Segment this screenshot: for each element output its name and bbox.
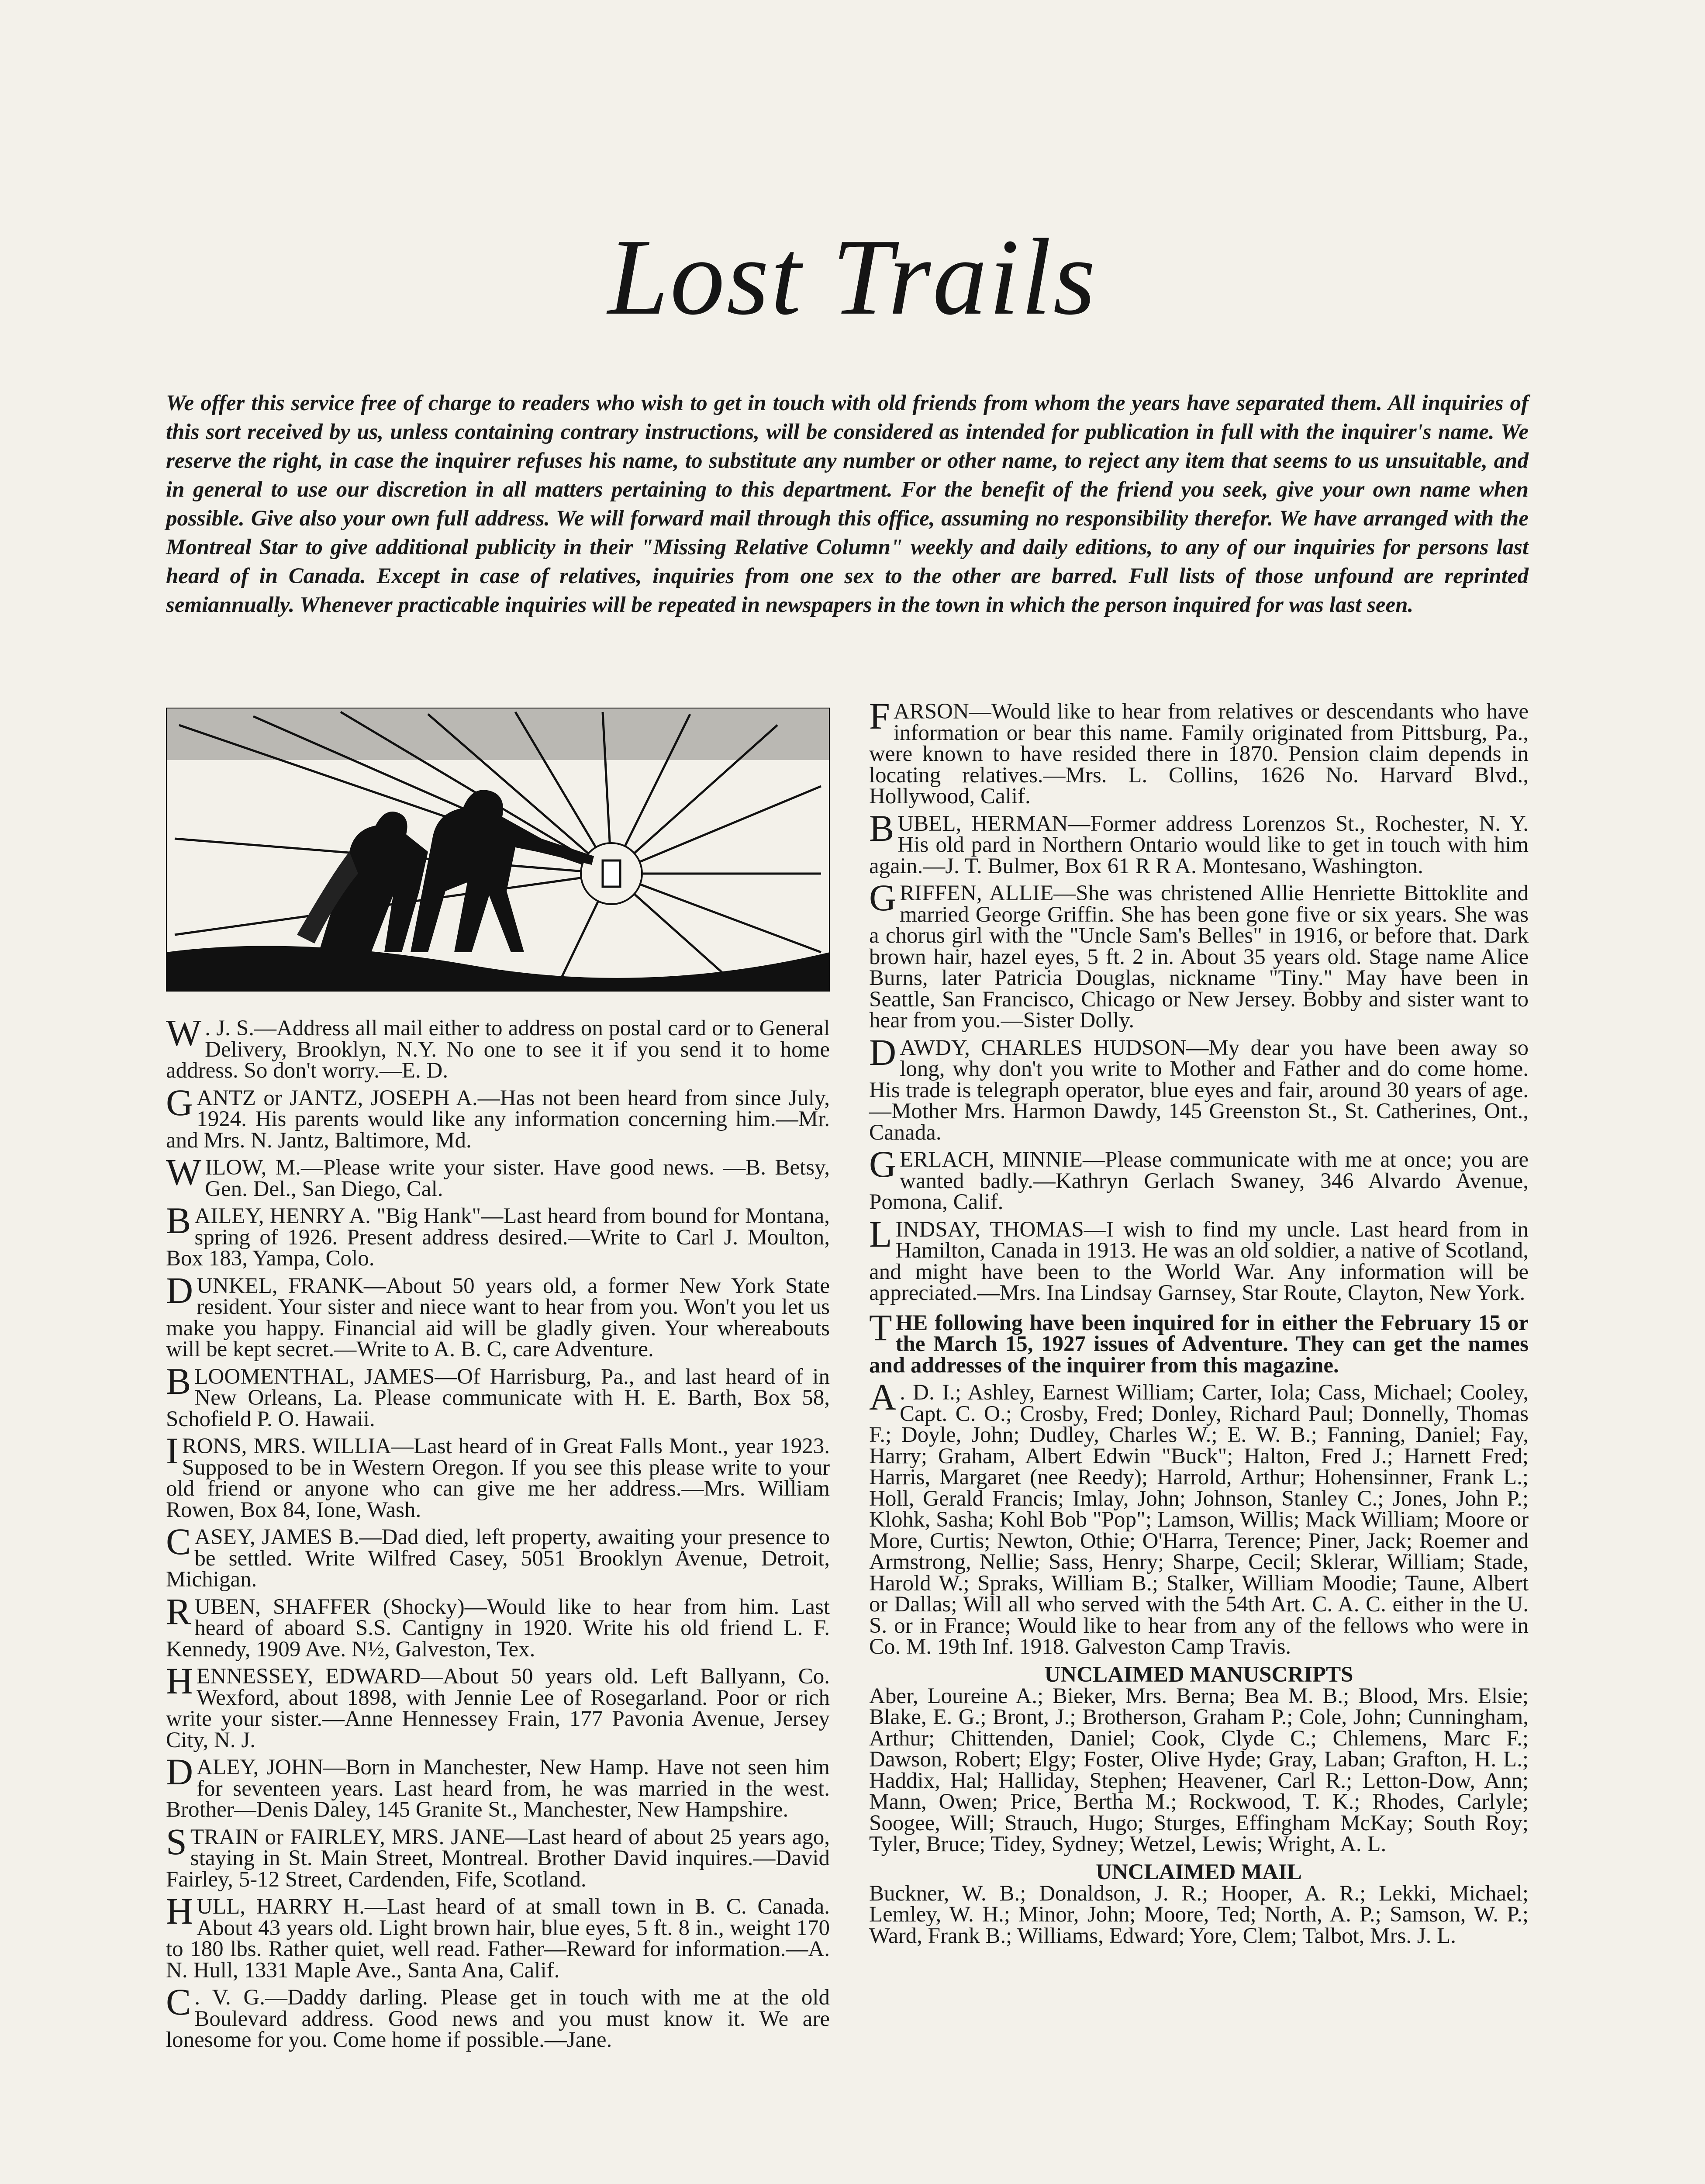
list-item: BAILEY, HENRY A. "Big Hank"—Last heard from bound for Montana, spring of 1926. Present address desired.—Write to Carl J. Moulton, Box 183, Yampa, Colo. bbox=[166, 1199, 830, 1271]
list-item: DAWDY, CHARLES HUDSON—My dear you have been away so long, why don't you write to Mother and Father and do come home. His trade is telegraph operator, blue eyes and fair, around 30 years of age.—Mother Mrs. Harmon Dawdy, 145 Greenston St., St. Catherines, Ont., Canada. bbox=[869, 1031, 1529, 1145]
unclaimed-manuscripts-list: Aber, Loureine A.; Bieker, Mrs. Berna; Bea M. B.; Blood, Mrs. Elsie; Blake, E. G.; Bront, J.; Brotherson, Graham P.; Cole, John; Cunningham, Arthur; Chittenden, Daniel; Cook, Clyde C.; Chlemens, Marc F.; Dawson, Robert; Elgy; Foster, Olive Hyde; Gray, Laban; Grafton, H. L.; Haddix, Hal; Halliday, Stephen; Heavener, Carl R.; Letton-Dow, Ann; Mann, Owen; Price, Bertha M.; Rockwood, T. K.; Rhodes, Carlyle; Soogee, Will; Strauch, Hugo; Sturges, Effingham McKay; South Roy; Tyler, Bruce; Tidey, Sydney; Wetzel, Lewis; Wright, A. L. bbox=[869, 1683, 1529, 1856]
list-item: BUBEL, HERMAN—Former address Lorenzos St., Rochester, N. Y. His old pard in Northern Ontario would like to get in touch with him again.—J. T. Bulmer, Box 61 R R A. Montesano, Washington. bbox=[869, 807, 1529, 878]
inquired-names-list: A . D. I.; Ashley, Earnest William; Carter, Iola; Cass, Michael; Cooley, Capt. C. O.; Crosby, Fred; Donley, Richard Paul; Donnelly, Thomas F.; Doyle, John; Dudley, Charles W.; E. W. B.; Fanning, Daniel; Fay, Harry; Graham, Albert Edwin "Buck"; Halton, Fred J.; Harnett Fred; Harris, Margaret (nee Reedy); Harrold, Arthur; Hohensinner, Frank L.; Holl, Gerald Francis; Imlay, John; Johnson, Stanley C.; Jones, John P.; Klohk, Sasha; Kohl Bob "Pop"; Lamson, Willis; Mack William; Moore or More, Curtis; Newton, Othie; O'Harra, Terence; Piner, Jack; Roemer and Armstrong, Nellie; Sass, Henry; Sharpe, Cecil; Sklerar, William; Stade, Harold W.; Spraks, William B.; Stalker, William Moodie; Taune, Albert or Dallas; Will all who served with the 54th Art. C. A. C. either in the U. S. or in France; Would like to hear from any of the fellows who were in Co. M. 19th Inf. 1918. Galveston Camp Travis. bbox=[869, 1376, 1529, 1659]
unclaimed-manuscripts-heading: UNCLAIMED MANUSCRIPTS bbox=[1044, 1662, 1353, 1687]
list-item: GRIFFEN, ALLIE—She was christened Allie Henriette Bittoklite and married George Griffin. She has been gone five or six years. She was a chorus girl with the "Uncle Sam's Belles" in 1916, or before that. Dark brown hair, hazel eyes, 5 ft. 2 in. About 35 years old. Stage name Alice Burns, later Patricia Douglas, nickname "Tiny." May have been in Seattle, San Francisco, Chicago or New Jersey. Bobby and sister want to hear from you.—Sister Dolly. bbox=[869, 877, 1529, 1033]
list-item: CASEY, JAMES B.—Dad died, left property, awaiting your presence to be settled. Write Wilfred Casey, 5051 Brooklyn Avenue, Detroit, Michigan. bbox=[166, 1521, 830, 1592]
list-item: GANTZ or JANTZ, JOSEPH A.—Has not been heard from since July, 1924. His parents would like any information concerning him.—Mr. and Mrs. N. Jantz, Baltimore, Md. bbox=[166, 1081, 830, 1153]
lantern-travelers-illustration bbox=[166, 708, 830, 992]
list-item: BLOOMENTHAL, JAMES—Of Harrisburg, Pa., and last heard of in New Orleans, La. Please communicate with H. E. Barth, Box 58, Schofield P. O. Hawaii. bbox=[166, 1360, 830, 1431]
list-item: GERLACH, MINNIE—Please communicate with me at once; you are wanted badly.—Kathryn Gerlach Swaney, 346 Alvardo Avenue, Pomona, Calif. bbox=[869, 1143, 1529, 1214]
left-column bbox=[166, 708, 830, 2057]
list-item: LINDSAY, THOMAS—I wish to find my uncle. Last heard from in Hamilton, Canada in 1913. He was an old soldier, a native of Scotland, and might have been to the World War. Any information will be appreciated.—Mrs. Ina Lindsay Garnsey, Star Route, Clayton, New York. bbox=[869, 1213, 1529, 1305]
list-item: W . J. S.—Address all mail either to address on postal card or to General Delivery, Brooklyn, N.Y. No one to see it if you send it to home address. So don't worry.—E. D. bbox=[166, 1012, 830, 1083]
intro-paragraph: We offer this service free of charge to readers who wish to get in touch with old friends from whom the years have separated them. All inquiries of this sort received by us, unless containing contrary instructions, will be considered as intended for publication in full with the inquirer's name. We reserve the right, in case the inquirer refuses his name, to substitute any number or other name, to reject any item that seems to us unsuitable, and in general to use our discretion in all matters pertaining to this department. For the benefit of the friend you seek, give your own name when possible. Give also your own full address. We will forward mail through this office, assuming no responsibility therefor. We have arranged with the Montreal Star to give additional publicity in their "Missing Relative Column" weekly and daily editions, to any of our inquiries for persons last heard of in Canada. Except in case of relatives, inquiries from one sex to the other are barred. Full lists of those unfound are reprinted semiannually. Whenever practicable inquiries will be repeated in newspapers in the town in which the person inquired for was last seen. bbox=[166, 391, 1529, 617]
list-item: WILOW, M.—Please write your sister. Have good news. —B. Betsy, Gen. Del., San Diego, Cal. bbox=[166, 1151, 830, 1201]
inquiry-notice: THE following have been inquired for in either the February 15 or the March 15, 1927 issues of Adventure. They can get the names and addresses of the inquirer from this magazine. bbox=[869, 1306, 1529, 1378]
list-item: FARSON—Would like to hear from relatives or descendants who have information or bear this name. Family originated from Pittsburg, Pa., were known to have resided there in 1870. Pension claim depends in locating relatives.—Mrs. L. Collins, 1626 No. Harvard Blvd., Hollywood, Calif. bbox=[869, 695, 1529, 809]
list-item: HENNESSEY, EDWARD—About 50 years old. Left Ballyann, Co. Wexford, about 1898, with Jennie Lee of Rosegarland. Poor or rich write your sister.—Anne Hennessey Frain, 177 Pavonia Avenue, Jersey City, N. J. bbox=[166, 1660, 830, 1752]
page-title: Lost Trails bbox=[607, 217, 1098, 338]
list-item: IRONS, MRS. WILLIA—Last heard of in Great Falls Mont., year 1923. Supposed to be in Western Oregon. If you see this please write to your old friend or anyone who can give me her address.—Mrs. William Rowen, Box 84, Ione, Wash. bbox=[166, 1430, 830, 1522]
list-item: DALEY, JOHN—Born in Manchester, New Hamp. Have not seen him for seventeen years. Last heard from, he was married in the west. Brother—Denis Daley, 145 Granite St., Manchester, New Hampshire. bbox=[166, 1751, 830, 1822]
right-column bbox=[869, 695, 1529, 1952]
list-item: HULL, HARRY H.—Last heard of at small town in B. C. Canada. About 43 years old. Light brown hair, blue eyes, 5 ft. 8 in., weight 170 to 180 lbs. Rather quiet, well read. Father—Reward for information.—A. N. Hull, 1331 Maple Ave., Santa Ana, Calif. bbox=[166, 1890, 830, 1983]
list-item: STRAIN or FAIRLEY, MRS. JANE—Last heard of about 25 years ago, staying in St. Main Street, Montreal. Brother David inquires.—David Fairley, 5-12 Street, Cardenden, Fife, Scotland. bbox=[166, 1820, 830, 1892]
list-item: DUNKEL, FRANK—About 50 years old, a former New York State resident. Your sister and niece want to hear from you. Won't you let us make you happy. Financial aid will be gladly given. Your whereabouts will be kept secret.—Write to A. B. C, care Adventure. bbox=[166, 1269, 830, 1362]
list-item: C . V. G.—Daddy darling. Please get in touch with me at the old Boulevard address. Good news and you must know it. We are lonesome for you. Come home if possible.—Jane. bbox=[166, 1981, 830, 2052]
list-item: RUBEN, SHAFFER (Shocky)—Would like to hear from him. Last heard of aboard S.S. Cantigny in 1920. Write his old friend L. F. Kennedy, 1909 Ave. N½, Galveston, Tex. bbox=[166, 1590, 830, 1662]
unclaimed-mail-list: Buckner, W. B.; Donaldson, J. R.; Hooper, A. R.; Lekki, Michael; Lemley, W. H.; Minor, John; Moore, Ted; North, A. P.; Samson, W. P.; Ward, Frank B.; Williams, Edward; Yore, Clem; Talbot, Mrs. J. L. bbox=[869, 1881, 1529, 1948]
unclaimed-mail-heading: UNCLAIMED MAIL bbox=[1096, 1859, 1302, 1884]
